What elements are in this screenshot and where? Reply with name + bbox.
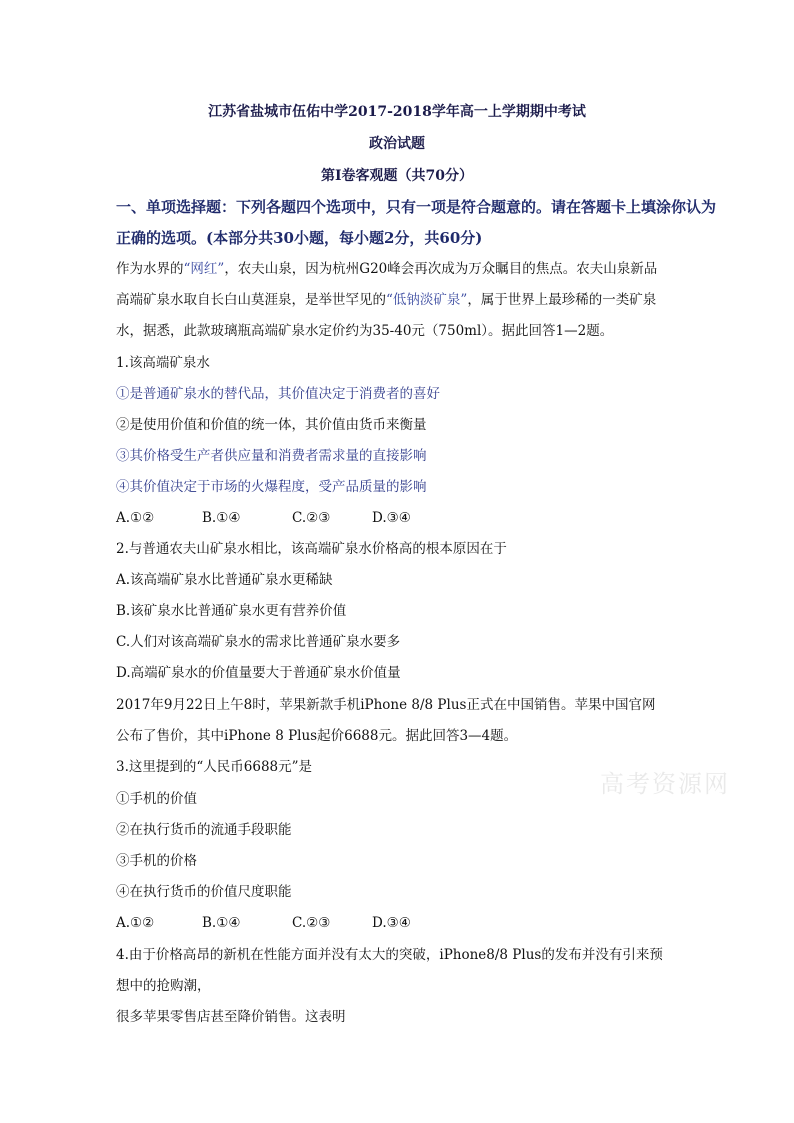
- choice-b: B.①④: [202, 915, 241, 931]
- watermark: 高考资源网: [600, 770, 730, 798]
- choice-c: C.②③: [292, 510, 331, 526]
- passage1-highlight: “低钠淡矿泉”: [386, 292, 468, 308]
- q3-item: ①手机的价值: [116, 791, 197, 807]
- part-title: 第Ⅰ卷客观题（共70分）: [320, 168, 474, 184]
- q1-stem: 1.该高端矿泉水: [116, 355, 210, 371]
- q1-choices: [116, 508, 686, 528]
- q1-item: ③其价格受生产者供应量和消费者需求量的直接影响: [116, 448, 427, 464]
- exam-title: 江苏省盐城市伍佑中学2017-2018学年高一上学期期中考试: [208, 104, 586, 120]
- passage1-line-3: 水，据悉，此款玻璃瓶高端矿泉水定价约为35-40元（750ml）。据此回答1—2题。: [116, 323, 614, 339]
- passage1-highlight: “网红”: [183, 261, 225, 277]
- passage1-text: ，农夫山泉，因为杭州G20峰会再次成为万众瞩目的焦点。农夫山泉新品: [224, 261, 658, 277]
- passage1-text: 高端矿泉水取自长白山莫涯泉，是举世罕见的: [116, 292, 386, 308]
- passage1-line-2: [116, 290, 686, 310]
- choice-a: A.①②: [116, 510, 155, 526]
- choice-a: A.①②: [116, 915, 155, 931]
- passage2-line-2: 公布了售价，其中iPhone 8 Plus起价6688元。据此回答3—4题。: [116, 728, 518, 744]
- q2-option: B.该矿泉水比普通矿泉水更有营养价值: [116, 603, 347, 619]
- q2-option: C.人们对该高端矿泉水的需求比普通矿泉水要多: [116, 634, 401, 650]
- passage1-text: ，属于世界上最珍稀的一类矿泉: [467, 292, 657, 308]
- subject-title: 政治试题: [369, 136, 425, 152]
- q2-option: D.高端矿泉水的价值量要大于普通矿泉水价值量: [116, 665, 401, 681]
- q2-option: A.该高端矿泉水比普通矿泉水更稀缺: [116, 572, 333, 588]
- q3-item: ④在执行货币的价值尺度职能: [116, 884, 292, 900]
- q1-item: ②是使用价值和价值的统一体，其价值由货币来衡量: [116, 417, 427, 433]
- section-instruction-line-2: 正确的选项。(本部分共30小题，每小题2分，共60分): [116, 229, 483, 247]
- q3-choices: [116, 913, 686, 933]
- choice-d: D.③④: [372, 510, 411, 526]
- passage1-line-1: [116, 259, 686, 279]
- q2-stem: 2.与普通农夫山矿泉水相比，该高端矿泉水价格高的根本原因在于: [116, 541, 507, 557]
- choice-b: B.①④: [202, 510, 241, 526]
- q3-stem: 3.这里提到的“人民币6688元”是: [116, 759, 313, 775]
- choice-d: D.③④: [372, 915, 411, 931]
- q1-item: ①是普通矿泉水的替代品，其价值决定于消费者的喜好: [116, 386, 440, 402]
- q4-stem-line-2: 想中的抢购潮，: [116, 978, 211, 994]
- choice-c: C.②③: [292, 915, 331, 931]
- q3-item: ③手机的价格: [116, 853, 197, 869]
- q4-stem-line-1: 4.由于价格高昂的新机在性能方面并没有太大的突破，iPhone8/8 Plus的发布并没有引来预: [116, 947, 663, 963]
- q3-item: ②在执行货币的流通手段职能: [116, 822, 292, 838]
- passage1-text: 作为水界的: [116, 261, 184, 277]
- q1-item: ④其价值决定于市场的火爆程度，受产品质量的影响: [116, 479, 427, 495]
- passage2-line-1: 2017年9月22日上午8时，苹果新款手机iPhone 8/8 Plus正式在中国销售。苹果中国官网: [116, 697, 656, 713]
- section-instruction-line-1: 一、单项选择题：下列各题四个选项中，只有一项是符合题意的。请在答题卡上填涂你认为: [116, 198, 717, 216]
- q4-stem-line-3: 很多苹果零售店甚至降价销售。这表明: [116, 1009, 346, 1025]
